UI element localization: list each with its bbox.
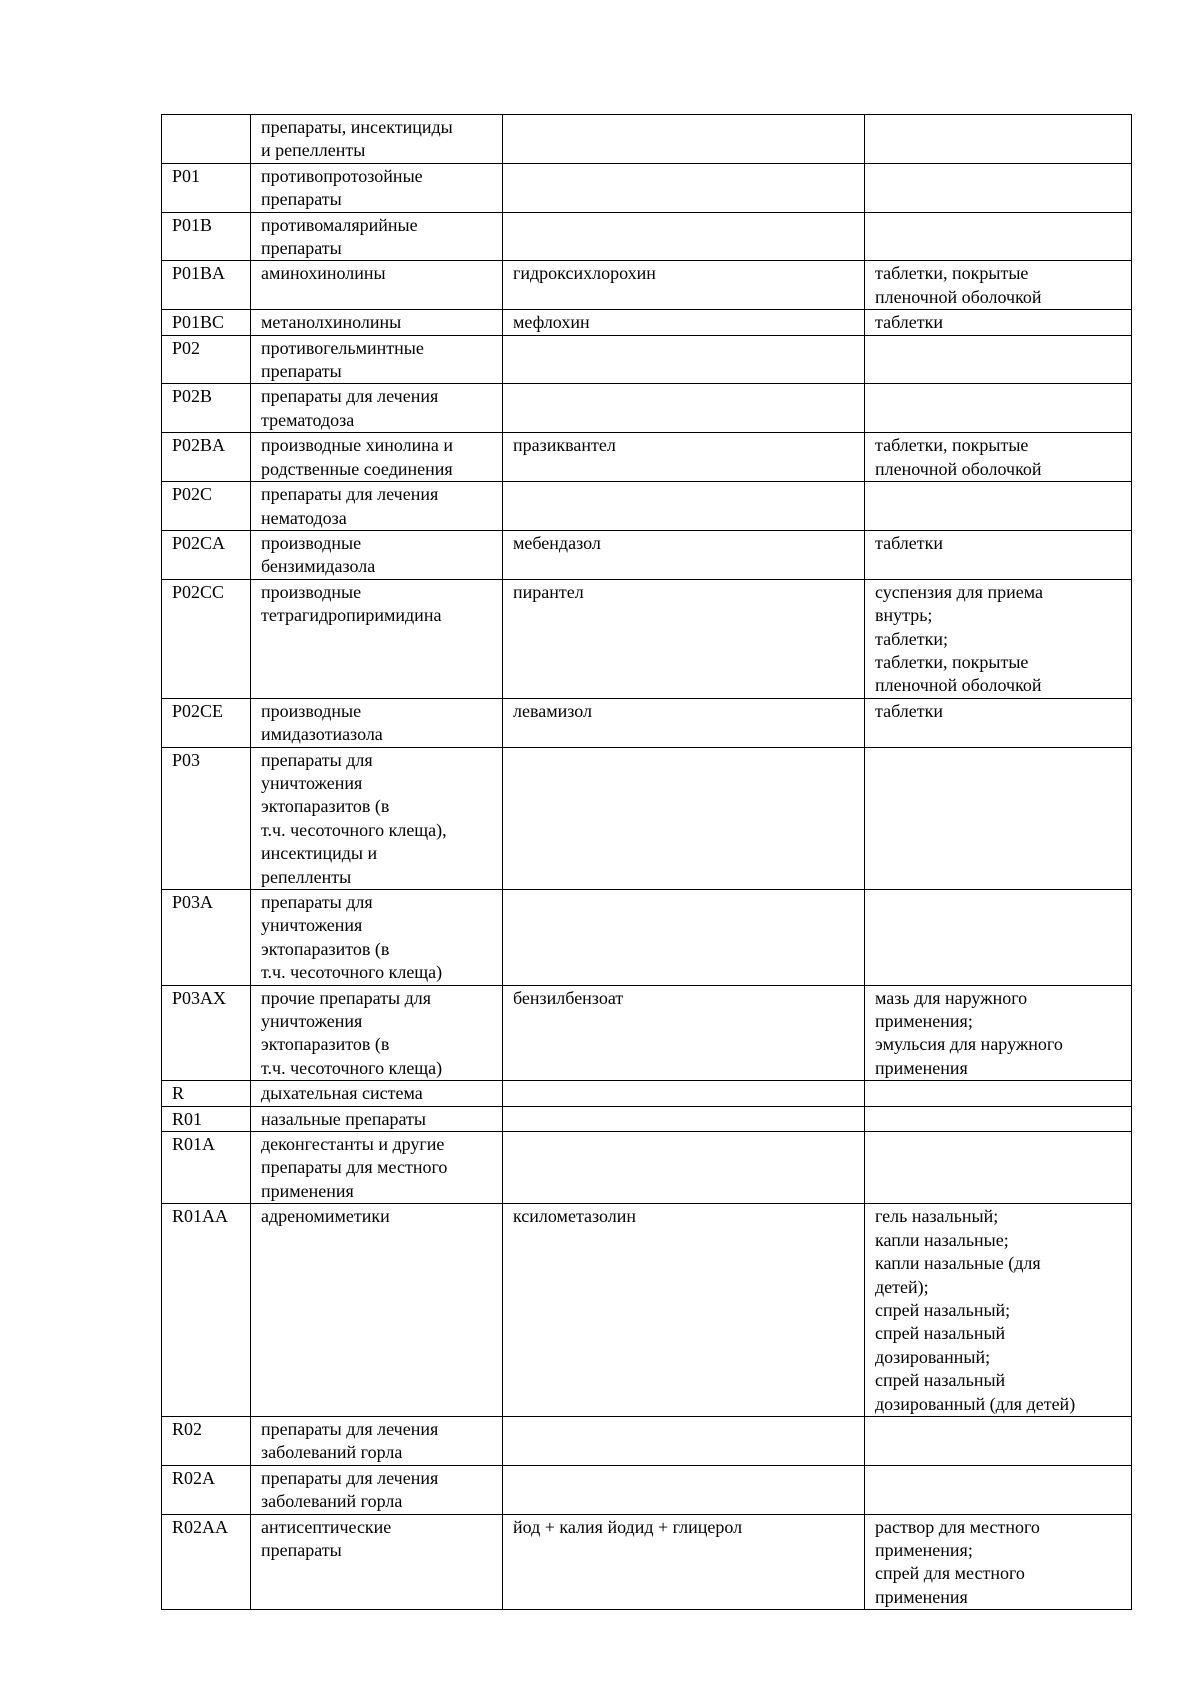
drug-name-cell bbox=[503, 1106, 865, 1131]
dosage-form-cell bbox=[865, 747, 1132, 889]
pharmacological-group-cell: дыхательная система bbox=[251, 1081, 503, 1106]
atc-code-cell: R01 bbox=[162, 1106, 251, 1131]
atc-code-cell: P02B bbox=[162, 384, 251, 433]
dosage-form-cell: таблетки bbox=[865, 698, 1132, 747]
dosage-form-cell bbox=[865, 890, 1132, 986]
drug-name-cell bbox=[503, 115, 865, 164]
drug-name-cell bbox=[503, 163, 865, 212]
atc-code-cell: P03A bbox=[162, 890, 251, 986]
pharmacological-group-cell: противомалярийные препараты bbox=[251, 212, 503, 261]
atc-code-cell: P02C bbox=[162, 482, 251, 531]
atc-code-cell: P02 bbox=[162, 335, 251, 384]
drug-name-cell bbox=[503, 212, 865, 261]
pharmacological-group-cell: прочие препараты для уничтожения эктопаразитов (в т.ч. чесоточного клеща) bbox=[251, 985, 503, 1081]
atc-code-cell: P03AX bbox=[162, 985, 251, 1081]
atc-code-cell: R02A bbox=[162, 1465, 251, 1514]
atc-code-cell: P02CE bbox=[162, 698, 251, 747]
pharmacological-group-cell: производные имидазотиазола bbox=[251, 698, 503, 747]
atc-code-cell: R01A bbox=[162, 1132, 251, 1204]
drug-name-cell bbox=[503, 747, 865, 889]
atc-code-cell: P03 bbox=[162, 747, 251, 889]
table-row bbox=[162, 579, 1132, 698]
table-row bbox=[162, 261, 1132, 310]
drug-name-cell bbox=[503, 1132, 865, 1204]
dosage-form-cell: таблетки bbox=[865, 310, 1132, 335]
table-row bbox=[162, 115, 1132, 164]
atc-code-cell: P01B bbox=[162, 212, 251, 261]
pharmacological-group-cell: аминохинолины bbox=[251, 261, 503, 310]
drug-name-cell: йод + калия йодид + глицерол bbox=[503, 1514, 865, 1610]
atc-code-cell: R02AA bbox=[162, 1514, 251, 1610]
dosage-form-cell bbox=[865, 163, 1132, 212]
atc-code-cell: P01BC bbox=[162, 310, 251, 335]
table-row bbox=[162, 1514, 1132, 1610]
pharmacological-group-cell: адреномиметики bbox=[251, 1204, 503, 1417]
table-row bbox=[162, 985, 1132, 1081]
table-row bbox=[162, 1204, 1132, 1417]
pharmacological-group-cell: препараты для уничтожения эктопаразитов (в т.ч. чесоточного клеща) bbox=[251, 890, 503, 986]
drug-name-cell bbox=[503, 482, 865, 531]
atc-code-cell: P01 bbox=[162, 163, 251, 212]
atc-code-cell: P02CC bbox=[162, 579, 251, 698]
drug-name-cell: мефлохин bbox=[503, 310, 865, 335]
dosage-form-cell bbox=[865, 1132, 1132, 1204]
dosage-form-cell bbox=[865, 1465, 1132, 1514]
dosage-form-cell bbox=[865, 384, 1132, 433]
drug-name-cell: левамизол bbox=[503, 698, 865, 747]
atc-code-cell bbox=[162, 115, 251, 164]
drug-name-cell bbox=[503, 1081, 865, 1106]
dosage-form-cell bbox=[865, 482, 1132, 531]
table-row bbox=[162, 1106, 1132, 1131]
dosage-form-cell bbox=[865, 335, 1132, 384]
table-row bbox=[162, 530, 1132, 579]
table-row bbox=[162, 1416, 1132, 1465]
pharmacological-group-cell: препараты для лечения трематодоза bbox=[251, 384, 503, 433]
dosage-form-cell: раствор для местного применения; спрей для местного применения bbox=[865, 1514, 1132, 1610]
atc-code-cell: P02BA bbox=[162, 433, 251, 482]
table-body bbox=[162, 115, 1132, 1610]
drug-name-cell bbox=[503, 1416, 865, 1465]
pharmacological-group-cell: деконгестанты и другие препараты для местного применения bbox=[251, 1132, 503, 1204]
drug-name-cell: пирантел bbox=[503, 579, 865, 698]
table-row bbox=[162, 335, 1132, 384]
medication-table bbox=[161, 114, 1132, 1610]
pharmacological-group-cell: препараты для лечения заболеваний горла bbox=[251, 1416, 503, 1465]
dosage-form-cell bbox=[865, 212, 1132, 261]
pharmacological-group-cell: препараты для лечения заболеваний горла bbox=[251, 1465, 503, 1514]
drug-name-cell bbox=[503, 384, 865, 433]
table-row bbox=[162, 384, 1132, 433]
pharmacological-group-cell: назальные препараты bbox=[251, 1106, 503, 1131]
drug-name-cell: празиквантел bbox=[503, 433, 865, 482]
pharmacological-group-cell: препараты для лечения нематодоза bbox=[251, 482, 503, 531]
table-row bbox=[162, 1081, 1132, 1106]
pharmacological-group-cell: препараты, инсектициды и репелленты bbox=[251, 115, 503, 164]
dosage-form-cell bbox=[865, 1081, 1132, 1106]
pharmacological-group-cell: противогельминтные препараты bbox=[251, 335, 503, 384]
table-row bbox=[162, 482, 1132, 531]
pharmacological-group-cell: производные тетрагидропиримидина bbox=[251, 579, 503, 698]
pharmacological-group-cell: антисептические препараты bbox=[251, 1514, 503, 1610]
pharmacological-group-cell: производные бензимидазола bbox=[251, 530, 503, 579]
drug-name-cell: ксилометазолин bbox=[503, 1204, 865, 1417]
pharmacological-group-cell: метанолхинолины bbox=[251, 310, 503, 335]
atc-code-cell: R bbox=[162, 1081, 251, 1106]
dosage-form-cell: таблетки, покрытые пленочной оболочкой bbox=[865, 433, 1132, 482]
atc-code-cell: R01AA bbox=[162, 1204, 251, 1417]
drug-name-cell bbox=[503, 1465, 865, 1514]
table-row bbox=[162, 163, 1132, 212]
atc-code-cell: P01BA bbox=[162, 261, 251, 310]
table-row bbox=[162, 433, 1132, 482]
table-row bbox=[162, 698, 1132, 747]
pharmacological-group-cell: производные хинолина и родственные соединения bbox=[251, 433, 503, 482]
dosage-form-cell: гель назальный; капли назальные; капли назальные (для детей); спрей назальный; спрей назальный дозированный; спрей назальный дозированный (для детей) bbox=[865, 1204, 1132, 1417]
dosage-form-cell: таблетки, покрытые пленочной оболочкой bbox=[865, 261, 1132, 310]
table-row bbox=[162, 890, 1132, 986]
atc-code-cell: R02 bbox=[162, 1416, 251, 1465]
drug-name-cell: гидроксихлорохин bbox=[503, 261, 865, 310]
dosage-form-cell bbox=[865, 1106, 1132, 1131]
dosage-form-cell: таблетки bbox=[865, 530, 1132, 579]
dosage-form-cell bbox=[865, 1416, 1132, 1465]
table-row bbox=[162, 1132, 1132, 1204]
table-row bbox=[162, 310, 1132, 335]
drug-name-cell bbox=[503, 890, 865, 986]
table-row bbox=[162, 1465, 1132, 1514]
table-row bbox=[162, 212, 1132, 261]
atc-code-cell: P02CA bbox=[162, 530, 251, 579]
drug-name-cell: бензилбензоат bbox=[503, 985, 865, 1081]
dosage-form-cell: мазь для наружного применения; эмульсия для наружного применения bbox=[865, 985, 1132, 1081]
dosage-form-cell bbox=[865, 115, 1132, 164]
table-row bbox=[162, 747, 1132, 889]
dosage-form-cell: суспензия для приема внутрь; таблетки; таблетки, покрытые пленочной оболочкой bbox=[865, 579, 1132, 698]
pharmacological-group-cell: противопротозойные препараты bbox=[251, 163, 503, 212]
drug-name-cell: мебендазол bbox=[503, 530, 865, 579]
pharmacological-group-cell: препараты для уничтожения эктопаразитов (в т.ч. чесоточного клеща), инсектициды и репелленты bbox=[251, 747, 503, 889]
drug-name-cell bbox=[503, 335, 865, 384]
